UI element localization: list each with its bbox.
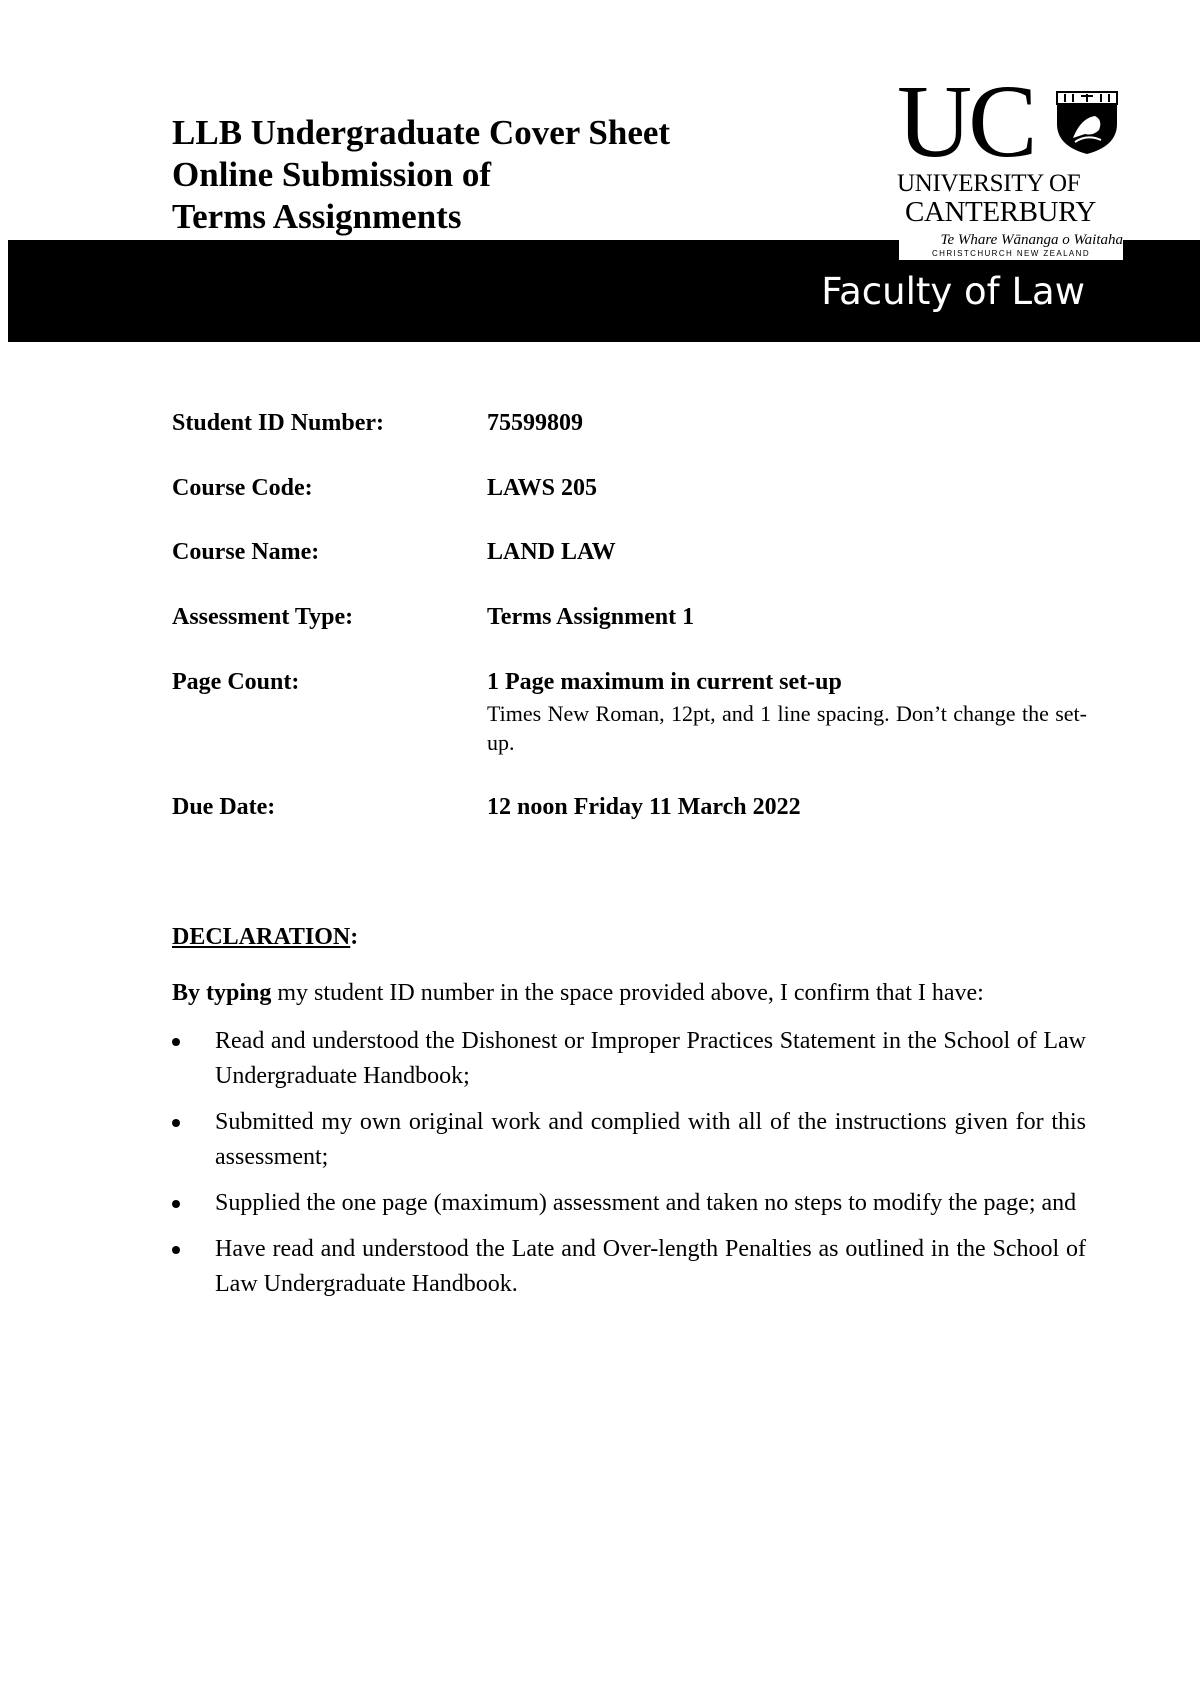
logo-line-canterbury: CANTERBURY <box>905 196 1096 228</box>
list-item <box>172 1105 1086 1175</box>
field-value: LAND LAW <box>487 539 616 565</box>
field-value: 1 Page maximum in current set-up <box>487 669 842 695</box>
field-value: 12 noon Friday 11 March 2022 <box>487 794 801 820</box>
list-item-text: Read and understood the Dishonest or Improper Practices Statement in the School of Law Undergraduate Handbook; <box>215 1028 1086 1089</box>
bullet-icon <box>172 1119 180 1127</box>
declaration-heading-text: DECLARATION <box>172 924 351 950</box>
field-label: Course Name: <box>172 539 320 565</box>
field-label: Page Count: <box>172 669 300 695</box>
title-line-2: Online Submission of <box>172 155 491 194</box>
field-label: Due Date: <box>172 794 276 820</box>
list-item <box>172 1232 1086 1302</box>
declaration-intro-text: my student ID number in the space provided above, I confirm that I have: <box>271 980 984 1006</box>
title-line-1: LLB Undergraduate Cover Sheet <box>172 113 671 152</box>
field-value: LAWS 205 <box>487 475 598 501</box>
logo-line-maori-name: Te Whare Wānanga o Waitaha <box>899 232 1123 248</box>
crest-icon <box>1055 90 1119 156</box>
list-item-text: Have read and understood the Late and Over-length Penalties as outlined in the School of Law Undergraduate Handbook. <box>215 1236 1086 1297</box>
declaration-list <box>172 1024 1086 1313</box>
list-item <box>172 1186 1086 1221</box>
field-label: Course Code: <box>172 475 313 501</box>
formatting-note: Times New Roman, 12pt, and 1 line spacing. Don’t change the set-up. <box>487 701 1087 755</box>
field-label: Assessment Type: <box>172 604 354 630</box>
declaration-intro <box>172 978 1086 1008</box>
field-value: 75599809 <box>487 410 583 436</box>
bullet-icon <box>172 1246 180 1254</box>
title-line-3: Terms Assignments <box>172 197 462 236</box>
logo-monogram: UC <box>897 64 1034 179</box>
declaration-heading-colon: : <box>350 924 359 950</box>
declaration-intro-bold: By typing <box>172 980 272 1006</box>
list-item <box>172 1024 1086 1094</box>
list-item-text: Supplied the one page (maximum) assessment and taken no steps to modify the page; and <box>215 1190 1077 1216</box>
university-logo <box>897 64 1123 260</box>
field-label: Student ID Number: <box>172 410 385 436</box>
logo-line-university-of: UNIVERSITY OF <box>897 170 1081 197</box>
logo-line-location: CHRISTCHURCH NEW ZEALAND <box>899 248 1123 260</box>
field-value: Terms Assignment 1 <box>487 604 695 630</box>
cover-sheet-title <box>172 112 792 238</box>
bullet-icon <box>172 1038 180 1046</box>
faculty-name: Faculty of Law <box>821 270 1085 313</box>
bullet-icon <box>172 1200 180 1208</box>
declaration-heading <box>172 922 358 952</box>
list-item-text: Submitted my own original work and complied with all of the instructions given for this assessment; <box>215 1109 1086 1170</box>
